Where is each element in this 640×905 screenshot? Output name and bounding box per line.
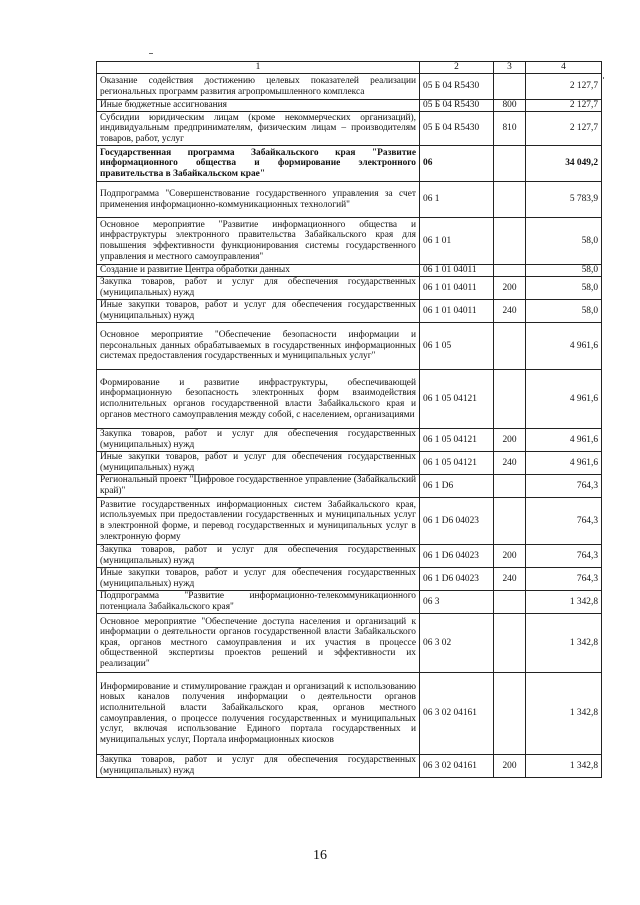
table-row [97, 475, 602, 498]
row-name: Закупка товаров, работ и услуг для обеспечения государственных (муниципальных) нужд [97, 755, 420, 778]
table-row [97, 182, 602, 218]
row-code: 06 1 05 04121 [420, 429, 494, 452]
row-name: Подпрограмма "Совершенствование государственного управления за счет применения информационно-коммуникационных технологий" [97, 182, 420, 218]
row-name: Иные закупки товаров, работ и услуг для обеспечения государственных (муниципальных) нужд [97, 452, 420, 475]
row-amount: 2 127,7 [526, 74, 602, 100]
row-name: Основное мероприятие "Обеспечение безопасности информации и персональных данных обрабатываемых в государственных информационных системах предоставления государственных и муниципальных услуг" [97, 323, 420, 370]
row-expense-type [494, 498, 526, 545]
row-expense-type [494, 323, 526, 370]
row-amount: 4 961,6 [526, 429, 602, 452]
row-code: 06 [420, 146, 494, 182]
table-row [97, 452, 602, 475]
row-amount: 764,3 [526, 475, 602, 498]
header-col-2: 2 [420, 62, 494, 74]
row-amount: 2 127,7 [526, 100, 602, 112]
page-number: 16 [313, 848, 327, 863]
row-name: Субсидии юридическим лицам (кроме некоммерческих организаций), индивидуальным предпринимателям, физическим лицам – производителям товаров, работ, услуг [97, 112, 420, 146]
row-name: Иные бюджетные ассигнования [97, 100, 420, 112]
row-code: 05 Б 04 R5430 [420, 74, 494, 100]
row-name: Закупка товаров, работ и услуг для обеспечения государственных (муниципальных) нужд [97, 545, 420, 568]
row-name: Иные закупки товаров, работ и услуг для обеспечения государственных (муниципальных) нужд [97, 300, 420, 323]
table-row [97, 429, 602, 452]
row-expense-type: 800 [494, 100, 526, 112]
table-row [97, 277, 602, 300]
table-row [97, 673, 602, 755]
row-expense-type [494, 591, 526, 614]
table-row [97, 568, 602, 591]
row-name: Иные закупки товаров, работ и услуг для обеспечения государственных (муниципальных) нужд [97, 568, 420, 591]
table-row [97, 755, 602, 778]
row-name: Формирование и развитие инфраструктуры, обеспечивающей информационную безопасность электронных форм взаимодействия исполнительных органов государственной власти Забайкальского края и органов местного самоуправления между собой, с населением, организациями [97, 370, 420, 429]
row-code: 06 1 05 04121 [420, 370, 494, 429]
row-code: 06 1 [420, 182, 494, 218]
table-row [97, 591, 602, 614]
row-amount: 1 342,8 [526, 755, 602, 778]
row-name: Основное мероприятие "Развитие информационного общества и инфраструктуры электронного правительства Забайкальского края для повышения эффективности функционирования системы государственного управления и местного самоуправления" [97, 218, 420, 265]
row-name: Закупка товаров, работ и услуг для обеспечения государственных (муниципальных) нужд [97, 429, 420, 452]
header-row [97, 62, 602, 74]
row-code: 06 1 01 04011 [420, 277, 494, 300]
row-expense-type [494, 475, 526, 498]
header-col-4: 4 [526, 62, 602, 74]
row-amount: 4 961,6 [526, 452, 602, 475]
row-amount: 4 961,6 [526, 370, 602, 429]
row-code: 05 Б 04 R5430 [420, 112, 494, 146]
table-row [97, 300, 602, 323]
scan-artifact [149, 53, 153, 54]
row-code: 06 1 05 [420, 323, 494, 370]
row-code: 06 1 D6 04023 [420, 498, 494, 545]
row-code: 06 1 01 04011 [420, 300, 494, 323]
row-amount: 764,3 [526, 498, 602, 545]
row-amount: 5 783,9 [526, 182, 602, 218]
row-expense-type [494, 74, 526, 100]
row-name: Основное мероприятие "Обеспечение доступа населения и организаций к информации о деятельности органов государственной власти Забайкальского края, органов местного самоуправления и их участия в процессе общественной экспертизы проектов решений и эффективности их реализации" [97, 614, 420, 673]
table-row [97, 100, 602, 112]
row-code: 06 1 01 04011 [420, 265, 494, 277]
row-expense-type [494, 673, 526, 755]
row-amount: 764,3 [526, 568, 602, 591]
row-name: Информирование и стимулирование граждан и организаций к использованию новых каналов получения информации о деятельности органов исполнительной власти Забайкальского края, органов местного самоуправления, о процессе получения государственных и муниципальных услуг, включая использование Единого портала государственных и муниципальных услуг, Портала информационных киосков [97, 673, 420, 755]
table-row [97, 614, 602, 673]
row-amount: 1 342,8 [526, 614, 602, 673]
row-name: Подпрограмма "Развитие информационно-телекоммуникационного потенциала Забайкальского края" [97, 591, 420, 614]
row-expense-type [494, 218, 526, 265]
table-row [97, 146, 602, 182]
table-row [97, 74, 602, 100]
budget-table [96, 61, 602, 778]
table-row [97, 370, 602, 429]
row-amount: 4 961,6 [526, 323, 602, 370]
row-code: 06 3 02 [420, 614, 494, 673]
row-name: Государственная программа Забайкальского края "Развитие информационного общества и формирование электронного правительства в Забайкальском крае" [97, 146, 420, 182]
row-name: Развитие государственных информационных систем Забайкальского края, используемых при предоставлении государственных и муниципальных услуг в электронной форме, и перевод государственных и муниципальных услуг в электронную форму [97, 498, 420, 545]
table-row [97, 498, 602, 545]
row-code: 06 3 02 04161 [420, 755, 494, 778]
row-expense-type [494, 146, 526, 182]
table-row [97, 323, 602, 370]
table-row [97, 265, 602, 277]
row-amount: 2 127,7 [526, 112, 602, 146]
row-amount: 58,0 [526, 277, 602, 300]
scan-artifact [603, 77, 604, 79]
row-code: 06 1 D6 04023 [420, 545, 494, 568]
row-expense-type: 200 [494, 545, 526, 568]
row-amount: 58,0 [526, 300, 602, 323]
row-name: Региональный проект "Цифровое государственное управление (Забайкальский край)" [97, 475, 420, 498]
header-col-3: 3 [494, 62, 526, 74]
row-amount: 1 342,8 [526, 591, 602, 614]
row-amount: 764,3 [526, 545, 602, 568]
row-amount: 58,0 [526, 265, 602, 277]
row-name: Оказание содействия достижению целевых показателей реализации региональных программ развития агропромышленного комплекса [97, 74, 420, 100]
row-expense-type: 200 [494, 755, 526, 778]
row-amount: 58,0 [526, 218, 602, 265]
row-code: 05 Б 04 R5430 [420, 100, 494, 112]
row-expense-type [494, 614, 526, 673]
row-amount: 1 342,8 [526, 673, 602, 755]
row-expense-type: 810 [494, 112, 526, 146]
row-code: 06 3 02 04161 [420, 673, 494, 755]
row-code: 06 1 01 [420, 218, 494, 265]
row-amount: 34 049,2 [526, 146, 602, 182]
table-row [97, 545, 602, 568]
row-expense-type [494, 370, 526, 429]
row-name: Закупка товаров, работ и услуг для обеспечения государственных (муниципальных) нужд [97, 277, 420, 300]
row-expense-type: 240 [494, 300, 526, 323]
table-row [97, 112, 602, 146]
row-code: 06 1 D6 [420, 475, 494, 498]
row-code: 06 3 [420, 591, 494, 614]
header-col-1: 1 [97, 62, 420, 74]
row-expense-type: 240 [494, 452, 526, 475]
row-expense-type [494, 265, 526, 277]
table-row [97, 218, 602, 265]
row-expense-type: 240 [494, 568, 526, 591]
row-code: 06 1 D6 04023 [420, 568, 494, 591]
row-code: 06 1 05 04121 [420, 452, 494, 475]
row-expense-type: 200 [494, 277, 526, 300]
row-expense-type: 200 [494, 429, 526, 452]
row-expense-type [494, 182, 526, 218]
row-name: Создание и развитие Центра обработки данных [97, 265, 420, 277]
